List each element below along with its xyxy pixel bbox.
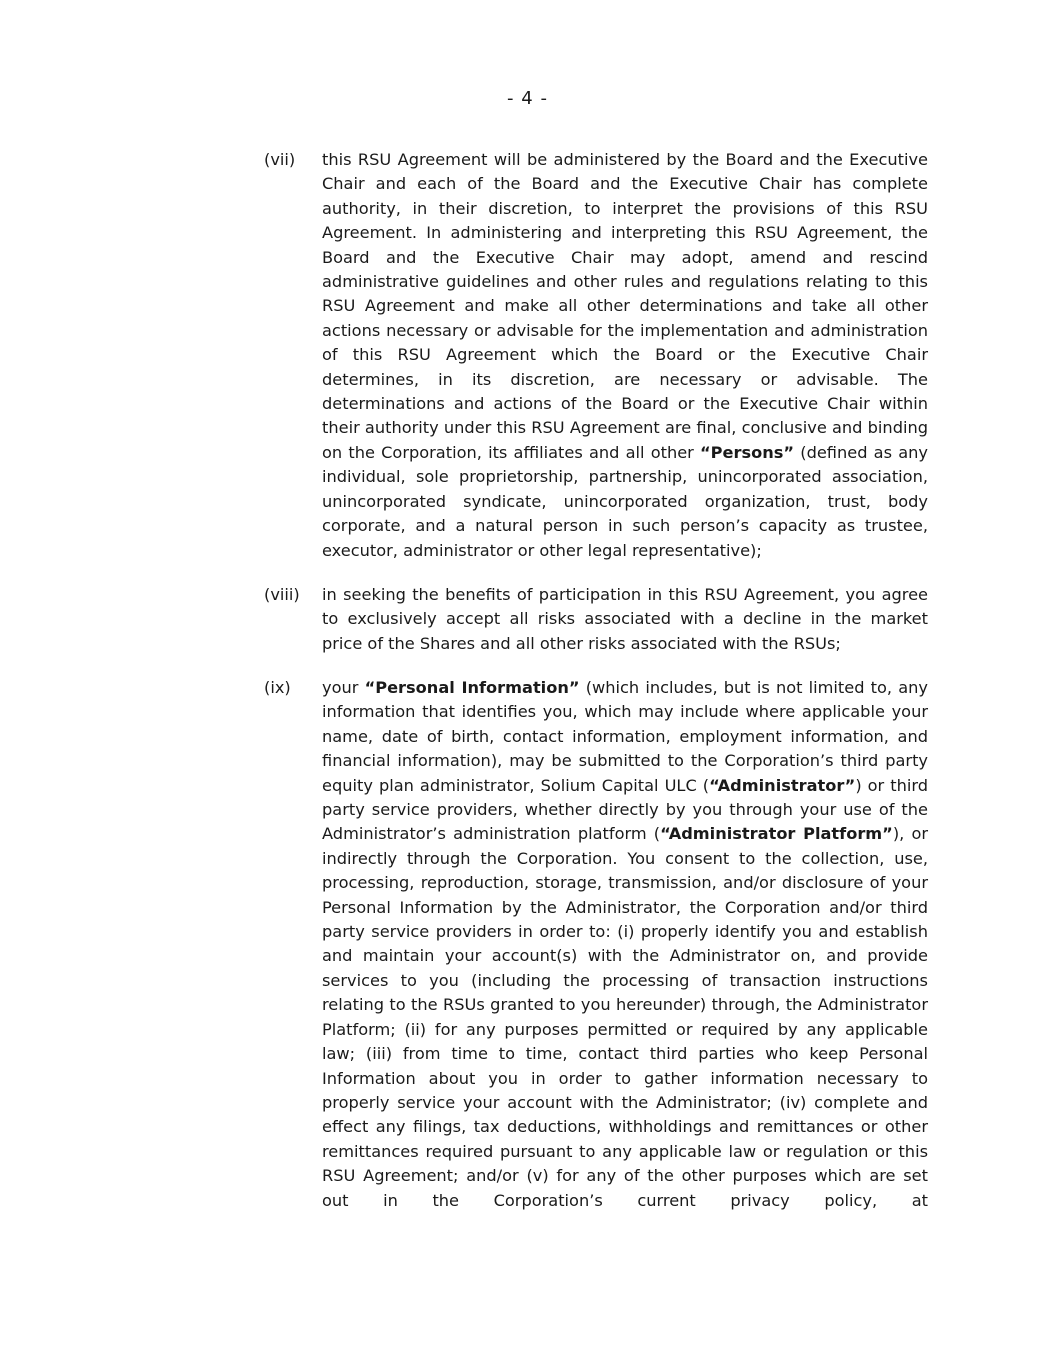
clause-body [322, 148, 928, 563]
clause-text: ) or third party service providers, whether directly by you through your use of the Administrator’s administration platform ( [322, 775, 928, 844]
clause-body [322, 676, 928, 1213]
clause-label: (viii) [264, 585, 300, 604]
defined-term-personal-information: “Personal Information” [364, 678, 580, 697]
page-number: - 4 - [507, 88, 548, 109]
clause-text: in seeking the benefits of participation in this RSU Agreement, you agree to exclusively accept all risks associated with a decline in the market price of the Shares and all other risks associated with the RSUs; [322, 585, 928, 653]
clause-label: (vii) [264, 150, 296, 169]
clause-body [322, 583, 928, 656]
clause-text-continued: (defined as any individual, sole proprietorship, partnership, unincorporated association, unincorporated syndicate, unincorporated organization, trust, body corporate, and a natural person in such person’s capacity as trustee, executor, administrator or other legal representative); [322, 442, 928, 560]
clause-text: this RSU Agreement will be administered by the Board and the Executive Chair and each of the Board and the Executive Chair has complete authority, in their discretion, to interpret the provisions of this RSU Agreement. In administering and interpreting this RSU Agreement, the Board and the Executive Chair may adopt, amend and rescind administrative guidelines and other rules and regulations relating to this RSU Agreement and make all other determinations and take all other actions necessary or advisable for the implementation and administration of this RSU Agreement which the Board or the Executive Chair determines, in its discretion, are necessary or advisable. The determinations and actions of the Board or the Executive Chair within their authority under this RSU Agreement are final, conclusive and binding on the Corporation, its affiliates and all other [322, 150, 928, 462]
clause-text: your [322, 678, 365, 697]
clause-text: ), or indirectly through the Corporation. You consent to the collection, use, processing, reproduction, storage, transmission, and/or disclosure of your Personal Information by the Administrator, the Corporation and/or third party service providers in order to: (i) properly identify you and establish and maintain your account(s) with the Administrator on, and provide services to you (including the processing of transaction instructions relating to the RSUs granted to you hereunder) through, the Administrator Platform; (ii) for any purposes permitted or required by any applicable law; (iii) from time to time, contact third parties who keep Personal Information about you in order to gather information necessary to properly service your account with the Administrator; (iv) complete and effect any filings, tax deductions, withholdings and remittances or other remittances required pursuant to any applicable law or regulation or this RSU Agreement; and/or (v) for any of the other purposes which are set out in the Corporation’s current privacy policy, at [322, 824, 929, 1210]
clause-label: (ix) [264, 678, 291, 697]
defined-term-administrator: “Administrator” [709, 775, 856, 795]
defined-term-administrator-platform: “Administrator Platform” [660, 824, 893, 844]
defined-term-persons: “Persons” [700, 442, 795, 462]
clause-text: (which includes, but is not limited to, any information that identifies you, which may include where applicable your name, date of birth, contact information, employment information, and financial information), may be submitted to the Corporation’s third party equity plan administrator, Solium Capital ULC ( [322, 678, 928, 795]
